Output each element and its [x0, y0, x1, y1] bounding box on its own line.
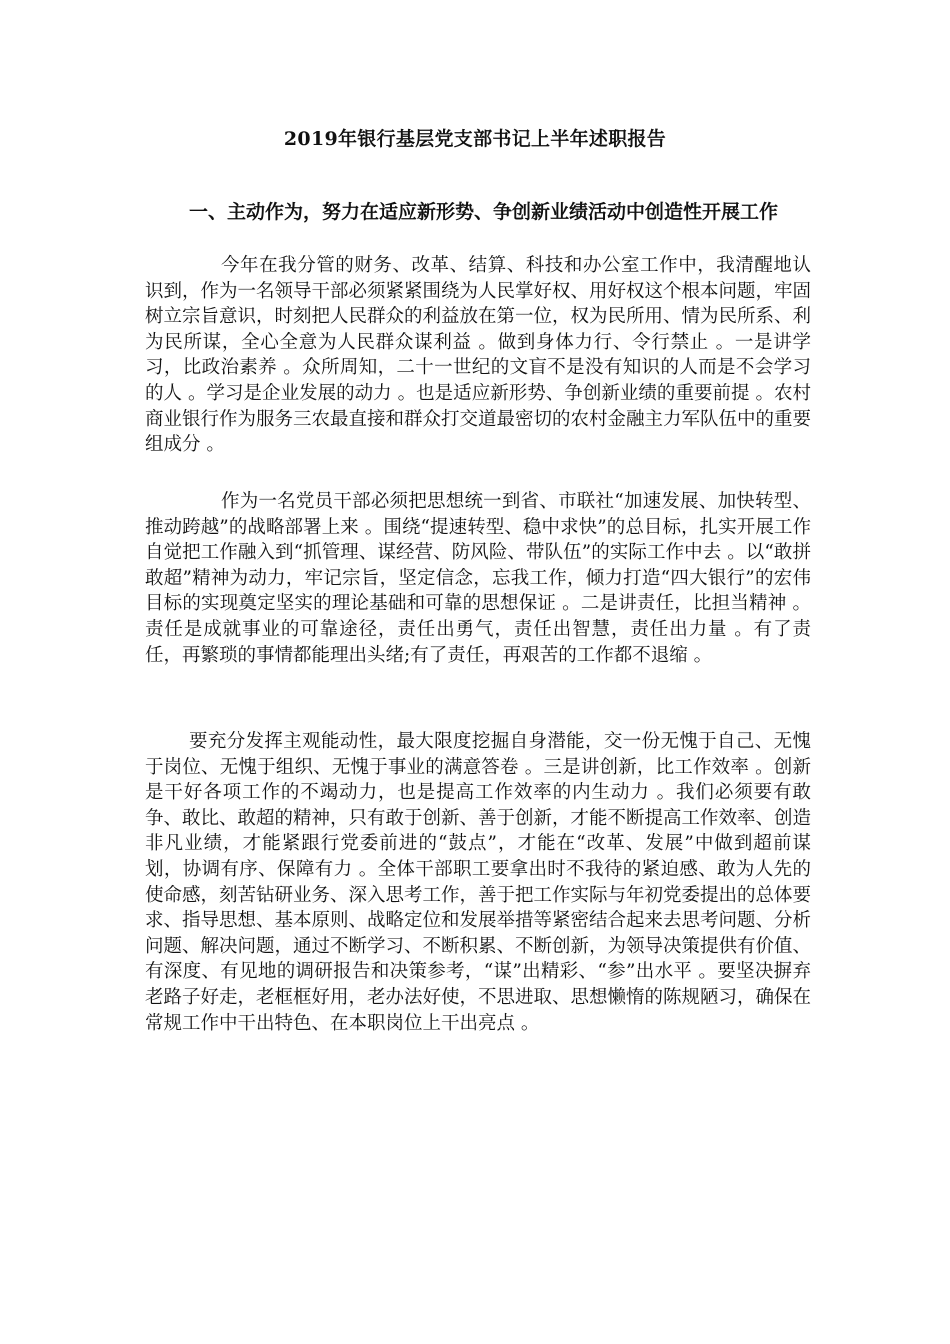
- section-heading: 一、主动作为，努力在适应新形势、争创新业绩活动中创造性开展工作: [189, 201, 779, 223]
- document-title: 2019年银行基层党支部书记上半年述职报告: [283, 128, 667, 150]
- paragraph-3: 要充分发挥主观能动性，最大限度挖掘自身潜能，交一份无愧于自己、无愧于岗位、无愧于组织、无愧于事业的满意答卷 。三是讲创新，比工作效率 。创新是干好各项工作的不竭动力，也是提高工作效率的内生动力 。我们必须要有敢争、敢比、敢超的精神，只有敢于创新、善于创新，才能不断提高工作效率、创造非凡业绩，才能紧跟行党委前进的“鼓点”，才能在“改革、发展”中做到超前谋划，协调有序、保障有力 。全体干部职工要拿出时不我待的紧迫感、敢为人先的使命感，刻苦钻研业务、深入思考工作，善于把工作实际与年初党委提出的总体要求、指导思想、基本原则、战略定位和发展举措等紧密结合起来去思考问题、分析问题、解决问题，通过不断学习、不断积累、不断创新，为领导决策提供有价值、有深度、有见地的调研报告和决策参考，“谋”出精彩、“参”出水平 。要坚决摒弃老路子好走，老框框好用，老办法好使，不思进取、思想懒惰的陈规陋习，确保在常规工作中干出特色、在本职岗位上干出亮点 。: [145, 731, 812, 1034]
- paragraph-1: 今年在我分管的财务、改革、结算、科技和办公室工作中，我清醒地认识到，作为一名领导干部必须紧紧围绕为人民掌好权、用好权这个根本问题，牢固树立宗旨意识，时刻把人民群众的利益放在第一位，权为民所用、情为民所系、利为民所谋，全心全意为人民群众谋利益 。做到身体力行、令行禁止 。一是讲学习，比政治素养 。众所周知，二十一世纪的文盲不是没有知识的人而是不会学习的人 。学习是企业发展的动力 。也是适应新形势、争创新业绩的重要前提 。农村商业银行作为服务三农最直接和群众打交道最密切的农村金融主力军队伍中的重要组成分 。: [145, 255, 812, 456]
- paragraph-2: 作为一名党员干部必须把思想统一到省、市联社“加速发展、加快转型、推动跨越”的战略部署上来 。围绕“提速转型、稳中求快”的总目标，扎实开展工作自觉把工作融入到“抓管理、谋经营、防风险、带队伍”的实际工作中去 。以“敢拼敢超”精神为动力，牢记宗旨，坚定信念，忘我工作，倾力打造“四大银行”的宏伟目标的实现奠定坚实的理论基础和可靠的思想保证 。二是讲责任，比担当精神 。责任是成就事业的可靠途径，责任出勇气，责任出智慧，责任出力量 。有了责任，再繁琐的事情都能理出头绪;有了责任，再艰苦的工作都不退缩 。: [145, 491, 811, 666]
